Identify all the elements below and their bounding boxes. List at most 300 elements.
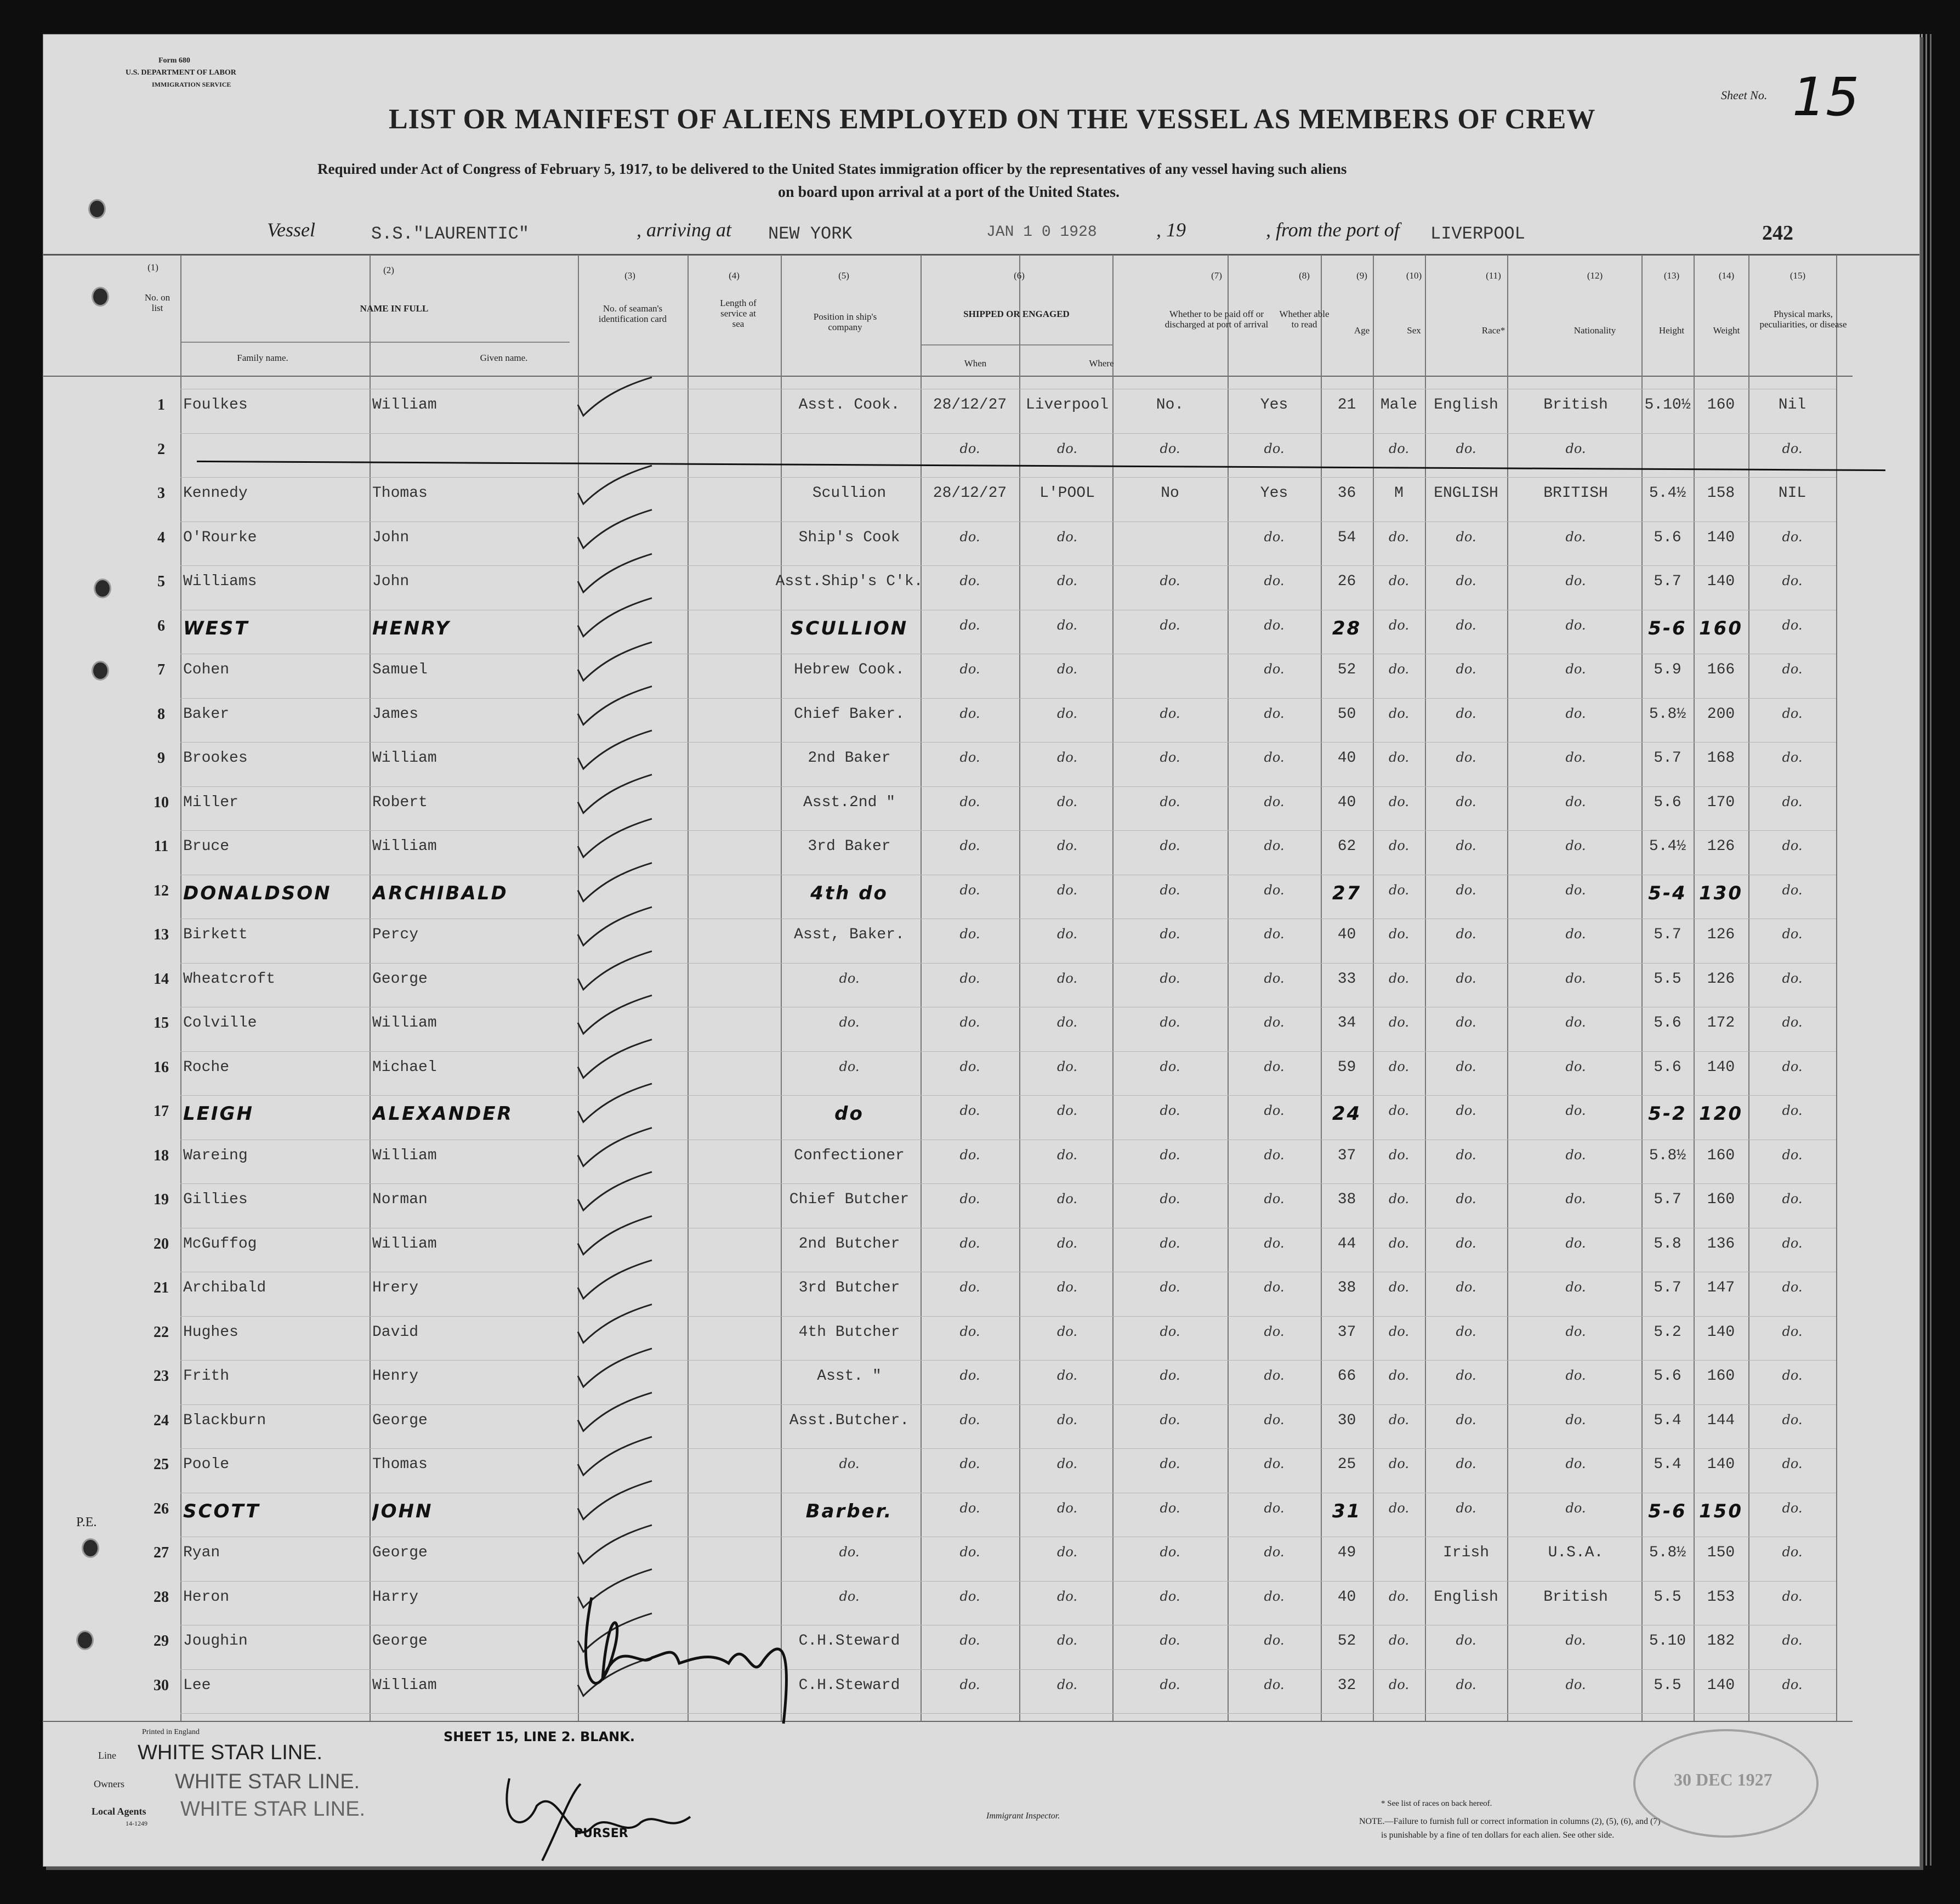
cell-given: ARCHIBALD	[372, 882, 508, 904]
cell-weight: 144	[1707, 1412, 1735, 1429]
cell-race: do.	[1456, 1368, 1476, 1383]
cell-position: 4th do	[810, 882, 888, 904]
col-num-13: (13)	[1663, 270, 1680, 281]
cell-where: do.	[1056, 1456, 1078, 1471]
cell-family: Williams	[183, 573, 257, 590]
cell-when: do.	[959, 926, 980, 942]
cell-weight: 136	[1707, 1235, 1735, 1253]
cell-height: 5.4	[1654, 1456, 1681, 1473]
cell-marks: do.	[1782, 661, 1803, 677]
blank-line-note: SHEET 15, LINE 2. BLANK.	[444, 1729, 635, 1744]
header-bottom-rule	[43, 376, 1853, 377]
cell-weight: 140	[1707, 1676, 1735, 1694]
cell-race: English	[1434, 396, 1498, 413]
cell-nationality: do.	[1565, 1368, 1586, 1383]
punch-hole	[92, 287, 109, 307]
header-seaman-card: No. of seaman's identification card	[598, 303, 667, 324]
cell-age: 40	[1337, 1588, 1356, 1606]
cell-when: do.	[959, 794, 980, 809]
cell-read: do.	[1264, 1058, 1285, 1074]
cell-no: 12	[154, 882, 169, 899]
cell-when: do.	[959, 529, 980, 545]
cell-sex: do.	[1388, 1058, 1410, 1074]
cell-marks: do.	[1782, 1456, 1803, 1471]
cell-nationality: British	[1543, 1588, 1608, 1606]
checkmark	[578, 1172, 652, 1210]
cell-sex: do.	[1388, 1500, 1410, 1516]
header-height: Height	[1658, 325, 1685, 336]
cell-race: do.	[1456, 1058, 1476, 1074]
cell-marks: do.	[1782, 838, 1803, 853]
row-rule	[180, 742, 1836, 743]
header-shipped-engaged: SHIPPED OR ENGAGED	[963, 309, 1070, 319]
cell-family: Lee	[183, 1676, 211, 1694]
cell-height: 5-2	[1648, 1103, 1687, 1125]
checkmark	[578, 1084, 652, 1122]
col-num-5: (5)	[838, 270, 849, 281]
cell-marks: do.	[1782, 1676, 1803, 1692]
strike-line-row-2	[197, 461, 1885, 471]
cell-given: JOHN	[372, 1500, 433, 1522]
cell-nationality: do.	[1565, 970, 1586, 986]
cell-read: do.	[1264, 1676, 1285, 1692]
cell-age: 30	[1337, 1412, 1356, 1429]
row-rule	[180, 1669, 1836, 1670]
cell-no: 25	[154, 1456, 169, 1473]
cell-weight: 160	[1707, 1147, 1735, 1164]
cell-family: O'Rourke	[183, 529, 257, 546]
cell-paid: No.	[1156, 396, 1184, 413]
cell-where: do.	[1056, 1103, 1078, 1118]
cell-read: Yes	[1260, 396, 1288, 413]
penalty-note-2: is punishable by a fine of ten dollars for each alien. See other side.	[1381, 1831, 1615, 1840]
cell-when: do.	[959, 1323, 980, 1339]
cell-when: do.	[959, 705, 980, 721]
cell-marks: do.	[1782, 529, 1803, 545]
cell-read: do.	[1264, 1412, 1285, 1427]
cell-age: 44	[1337, 1235, 1356, 1253]
checkmark	[578, 554, 652, 592]
cell-paid: do.	[1160, 1368, 1180, 1383]
cell-race: do.	[1456, 440, 1476, 456]
cell-when: do.	[959, 750, 980, 765]
cell-weight: 160	[1699, 617, 1743, 639]
cell-where: do.	[1056, 1633, 1078, 1648]
cell-position: do	[834, 1103, 864, 1125]
cell-race: do.	[1456, 529, 1476, 545]
cell-read: do.	[1264, 926, 1285, 942]
cell-marks: do.	[1782, 573, 1803, 588]
cell-paid: do.	[1160, 1456, 1180, 1471]
cell-sex: do.	[1388, 617, 1410, 633]
cell-height: 5.6	[1654, 794, 1681, 811]
cell-age: 24	[1332, 1103, 1362, 1125]
cell-age: 36	[1337, 485, 1356, 502]
cell-no: 17	[154, 1103, 169, 1120]
cell-no: 15	[154, 1015, 169, 1032]
cell-age: 54	[1337, 529, 1356, 546]
row-rule	[180, 963, 1836, 964]
cell-paid: do.	[1160, 440, 1180, 456]
cell-height: 5.7	[1654, 573, 1681, 590]
cell-marks: do.	[1782, 1323, 1803, 1339]
checkmark	[578, 510, 652, 548]
cell-sex: do.	[1388, 1279, 1410, 1295]
cell-sex: do.	[1388, 970, 1410, 986]
cell-race: do.	[1456, 617, 1476, 633]
cell-family: Birkett	[183, 926, 248, 943]
cell-sex: do.	[1388, 1323, 1410, 1339]
table-top-rule	[43, 254, 1919, 256]
row-rule	[180, 1183, 1836, 1184]
cell-sex: do.	[1388, 529, 1410, 545]
cell-where: do.	[1056, 573, 1078, 588]
row-rule	[180, 786, 1836, 787]
cell-when: do.	[959, 1544, 980, 1560]
row-rule	[180, 565, 1836, 566]
cell-no: 10	[154, 794, 169, 811]
cell-age: 33	[1337, 970, 1356, 988]
cell-marks: do.	[1782, 1368, 1803, 1383]
cell-position: SCULLION	[790, 617, 908, 639]
cell-position: C.H.Steward	[798, 1633, 900, 1650]
cell-where: do.	[1056, 440, 1078, 456]
row-rule	[180, 1316, 1836, 1317]
cell-read: do.	[1264, 617, 1285, 633]
cell-race: do.	[1456, 705, 1476, 721]
cell-where: do.	[1056, 1588, 1078, 1604]
arrival-date-stamp: JAN 1 0 1928	[986, 224, 1097, 241]
cell-when: do.	[959, 661, 980, 677]
cell-family: Blackburn	[183, 1412, 266, 1429]
cell-when: do.	[959, 838, 980, 853]
cell-when: do.	[959, 1235, 980, 1251]
cell-nationality: do.	[1565, 926, 1586, 942]
cell-height: 5.8½	[1649, 1147, 1686, 1164]
owners-label: Owners	[94, 1778, 124, 1789]
cell-family: Archibald	[183, 1279, 266, 1296]
cell-nationality: do.	[1565, 617, 1586, 633]
cell-when: do.	[959, 1676, 980, 1692]
cell-weight: 120	[1699, 1103, 1743, 1125]
col-num-15: (15)	[1789, 270, 1806, 281]
cell-given: Samuel	[372, 661, 428, 678]
cell-family: Kennedy	[183, 485, 248, 502]
manifest-sheet	[43, 34, 1920, 1867]
cell-age: 59	[1337, 1058, 1356, 1076]
cell-nationality: do.	[1565, 882, 1586, 898]
cell-sex: do.	[1388, 705, 1410, 721]
page-title: LIST OR MANIFEST OF ALIENS EMPLOYED ON THE VESSEL AS MEMBERS OF CREW	[389, 104, 1596, 135]
cell-nationality: do.	[1565, 1015, 1586, 1030]
column-rule	[180, 255, 181, 1721]
cell-position: Chief Butcher	[789, 1191, 910, 1208]
cell-race: do.	[1456, 661, 1476, 677]
cell-where: do.	[1056, 1015, 1078, 1030]
sheet-number: 15	[1792, 66, 1860, 128]
cell-family: Hughes	[183, 1323, 238, 1341]
header-position: Position in ship's company	[813, 311, 877, 332]
row-rule	[180, 1448, 1836, 1449]
cell-paid: do.	[1160, 794, 1180, 809]
cell-height: 5-6	[1648, 617, 1687, 639]
row-rule	[180, 477, 1836, 478]
cell-age: 50	[1337, 705, 1356, 723]
cell-weight: 150	[1699, 1500, 1743, 1522]
cell-when: do.	[959, 440, 980, 456]
checkmark	[578, 687, 652, 725]
checkmark	[578, 907, 652, 945]
checkmark	[578, 642, 652, 681]
cell-height: 5.9	[1654, 661, 1681, 678]
cell-where: do.	[1056, 1368, 1078, 1383]
cell-no: 9	[157, 750, 165, 767]
cell-nationality: do.	[1565, 1633, 1586, 1648]
manifest-number: 242	[1762, 222, 1793, 245]
cell-sex: do.	[1388, 1633, 1410, 1648]
cell-no: 16	[154, 1058, 169, 1076]
column-rule	[1112, 255, 1113, 1721]
cell-height: 5-6	[1648, 1500, 1687, 1522]
cell-position: Asst.Butcher.	[789, 1412, 910, 1429]
cell-family: WEST	[183, 617, 249, 639]
line-label: Line	[98, 1750, 116, 1761]
header-family-name: Family name.	[237, 353, 288, 363]
cell-where: do.	[1056, 838, 1078, 853]
cell-marks: do.	[1782, 1500, 1803, 1516]
cell-paid: do.	[1160, 1676, 1180, 1692]
cell-race: do.	[1456, 1412, 1476, 1427]
cell-height: 5.6	[1654, 1058, 1681, 1076]
row-rule	[180, 1360, 1836, 1361]
cell-weight: 126	[1707, 838, 1735, 855]
row-rule	[180, 1581, 1836, 1582]
cell-no: 5	[157, 573, 165, 590]
cell-read: do.	[1264, 1633, 1285, 1648]
cell-nationality: do.	[1565, 529, 1586, 545]
cell-read: do.	[1264, 1147, 1285, 1163]
cell-sex: Male	[1380, 396, 1418, 413]
cell-height: 5-4	[1648, 882, 1687, 904]
cell-position: Confectioner	[794, 1147, 905, 1164]
cell-height: 5.7	[1654, 1279, 1681, 1296]
row-rule	[180, 1051, 1836, 1052]
cell-read: do.	[1264, 970, 1285, 986]
cell-nationality: do.	[1565, 1103, 1586, 1118]
checkmark	[578, 1437, 652, 1475]
cell-family: Heron	[183, 1588, 230, 1606]
cell-given: Henry	[372, 1368, 419, 1385]
checkmark	[578, 377, 652, 416]
cell-sex: do.	[1388, 1456, 1410, 1471]
cell-no: 28	[154, 1588, 169, 1606]
cell-sex: do.	[1388, 573, 1410, 588]
cell-family: Miller	[183, 794, 238, 811]
cell-height: 5.8	[1654, 1235, 1681, 1253]
cell-given: Norman	[372, 1191, 428, 1208]
col-num-1: (1)	[147, 262, 158, 273]
cell-when: do.	[959, 573, 980, 588]
cell-read: do.	[1264, 794, 1285, 809]
cell-read: do.	[1264, 882, 1285, 898]
cell-height: 5.2	[1654, 1323, 1681, 1341]
cell-paid: do.	[1160, 1588, 1180, 1604]
cell-paid: do.	[1160, 838, 1180, 853]
cell-sex: do.	[1388, 1588, 1410, 1604]
cell-given: William	[372, 838, 437, 855]
cell-no: 21	[154, 1279, 169, 1296]
cell-nationality: do.	[1565, 1235, 1586, 1251]
cell-no: 1	[157, 396, 165, 413]
cell-paid: do.	[1160, 1544, 1180, 1560]
checkmark	[578, 466, 652, 504]
cell-height: 5.7	[1654, 750, 1681, 767]
cell-read: do.	[1264, 750, 1285, 765]
cell-paid: do.	[1160, 1633, 1180, 1648]
column-rule	[1019, 255, 1020, 1721]
cell-read: do.	[1264, 838, 1285, 853]
penalty-note-1: NOTE.—Failure to furnish full or correct information in columns (2), (5), (6), and (7)	[1359, 1817, 1661, 1826]
cell-sex: do.	[1388, 1368, 1410, 1383]
cell-race: ENGLISH	[1434, 485, 1498, 502]
cell-no: 8	[157, 705, 165, 723]
date-stamp-text: 30 DEC 1927	[1674, 1770, 1772, 1789]
cell-weight: 160	[1707, 1368, 1735, 1385]
arrival-port: NEW YORK	[768, 224, 853, 244]
cell-no: 30	[154, 1676, 169, 1694]
cell-family: Wareing	[183, 1147, 248, 1164]
cell-when: do.	[959, 1633, 980, 1648]
cell-given: Thomas	[372, 485, 428, 502]
header-physical-marks: Physical marks, peculiarities, or disease	[1759, 309, 1847, 330]
cell-read: do.	[1264, 705, 1285, 721]
cell-family: Poole	[183, 1456, 230, 1473]
row-rule	[180, 698, 1836, 699]
cell-position: Hebrew Cook.	[794, 661, 905, 678]
cell-where: do.	[1056, 1279, 1078, 1295]
cell-when: do.	[959, 1279, 980, 1295]
cell-nationality: U.S.A.	[1548, 1544, 1604, 1561]
cell-position: Chief Baker.	[794, 705, 905, 723]
cell-weight: 126	[1707, 926, 1735, 943]
cell-nationality: do.	[1565, 1412, 1586, 1427]
cell-age: 38	[1337, 1191, 1356, 1208]
cell-height: 5.8½	[1649, 705, 1686, 723]
cell-read: do.	[1264, 1456, 1285, 1471]
cell-weight: 140	[1707, 1456, 1735, 1473]
cell-race: Irish	[1442, 1544, 1489, 1561]
cell-where: do.	[1056, 1323, 1078, 1339]
col-num-6: (6)	[1014, 270, 1025, 281]
cell-nationality: do.	[1565, 794, 1586, 809]
cell-height: 5.4½	[1649, 485, 1686, 502]
cell-marks: do.	[1782, 882, 1803, 898]
cell-nationality: British	[1543, 396, 1608, 413]
col-num-14: (14)	[1718, 270, 1735, 281]
checkmark	[578, 1348, 652, 1387]
cell-nationality: do.	[1565, 1279, 1586, 1295]
cell-family: Ryan	[183, 1544, 220, 1561]
cell-when: do.	[959, 1588, 980, 1604]
cell-marks: do.	[1782, 750, 1803, 765]
cell-paid: do.	[1160, 1235, 1180, 1251]
header-no-on-list: No. on list	[144, 292, 171, 313]
cell-read: do.	[1264, 1323, 1285, 1339]
cell-weight: 200	[1707, 705, 1735, 723]
cell-race: do.	[1456, 1500, 1476, 1516]
cell-sex: do.	[1388, 1412, 1410, 1427]
cell-marks: do.	[1782, 794, 1803, 809]
cell-nationality: do.	[1565, 838, 1586, 853]
cell-paid: do.	[1160, 926, 1180, 942]
cell-given: William	[372, 1147, 437, 1164]
header-age: Age	[1354, 325, 1370, 336]
races-footnote: * See list of races on back hereof.	[1381, 1799, 1492, 1808]
cell-when: do.	[959, 1500, 980, 1516]
cell-family: Baker	[183, 705, 230, 723]
cell-given: Michael	[372, 1058, 437, 1076]
arriving-label: , arriving at	[637, 219, 732, 241]
cell-race: do.	[1456, 882, 1476, 898]
cell-where: Liverpool	[1025, 396, 1109, 413]
vessel-label: Vessel	[267, 219, 315, 241]
cell-race: do.	[1456, 1015, 1476, 1030]
cell-age: 32	[1337, 1676, 1356, 1694]
cell-position: 4th Butcher	[798, 1323, 900, 1341]
cell-nationality: do.	[1565, 1058, 1586, 1074]
cell-age: 40	[1337, 750, 1356, 767]
cell-age: 62	[1337, 838, 1356, 855]
cell-weight: 182	[1707, 1633, 1735, 1650]
cell-sex: do.	[1388, 926, 1410, 942]
printed-note: Printed in England	[142, 1728, 200, 1736]
cell-nationality: BRITISH	[1543, 485, 1608, 502]
cell-race: do.	[1456, 1323, 1476, 1339]
cell-given: Hrery	[372, 1279, 419, 1296]
checkmark	[578, 819, 652, 857]
cell-height: 5.5	[1654, 1676, 1681, 1694]
cell-paid: do.	[1160, 1015, 1180, 1030]
row-rule	[180, 433, 1836, 434]
cell-race: do.	[1456, 1191, 1476, 1206]
cell-weight: 147	[1707, 1279, 1735, 1296]
cell-position: 3rd Baker	[808, 838, 891, 855]
cell-given: Harry	[372, 1588, 419, 1606]
cell-height: 5.10	[1649, 1633, 1686, 1650]
purser-signature	[493, 1762, 712, 1872]
cell-race: do.	[1456, 750, 1476, 765]
cell-read: do.	[1264, 1191, 1285, 1206]
checkmark	[578, 863, 652, 902]
cell-sex: do.	[1388, 440, 1410, 456]
sheet-label: Sheet No.	[1721, 88, 1768, 102]
cell-age: 40	[1337, 794, 1356, 811]
cell-paid: do.	[1160, 1500, 1180, 1516]
cell-marks: do.	[1782, 440, 1803, 456]
cell-no: 3	[157, 485, 165, 502]
cell-weight: 140	[1707, 573, 1735, 590]
cell-position: do.	[839, 1456, 860, 1471]
subtitle-line-1: Required under Act of Congress of February 5, 1917, to be delivered to the United States immigration officer by the representatives of any vessel having such aliens	[317, 161, 1347, 177]
cell-when: do.	[959, 970, 980, 986]
cell-sex: do.	[1388, 1103, 1410, 1118]
cell-given: William	[372, 1235, 437, 1253]
cell-paid: do.	[1160, 882, 1180, 898]
cell-age: 26	[1337, 573, 1356, 590]
cell-weight: 160	[1707, 1191, 1735, 1208]
cell-no: 6	[157, 617, 165, 634]
cell-age: 66	[1337, 1368, 1356, 1385]
